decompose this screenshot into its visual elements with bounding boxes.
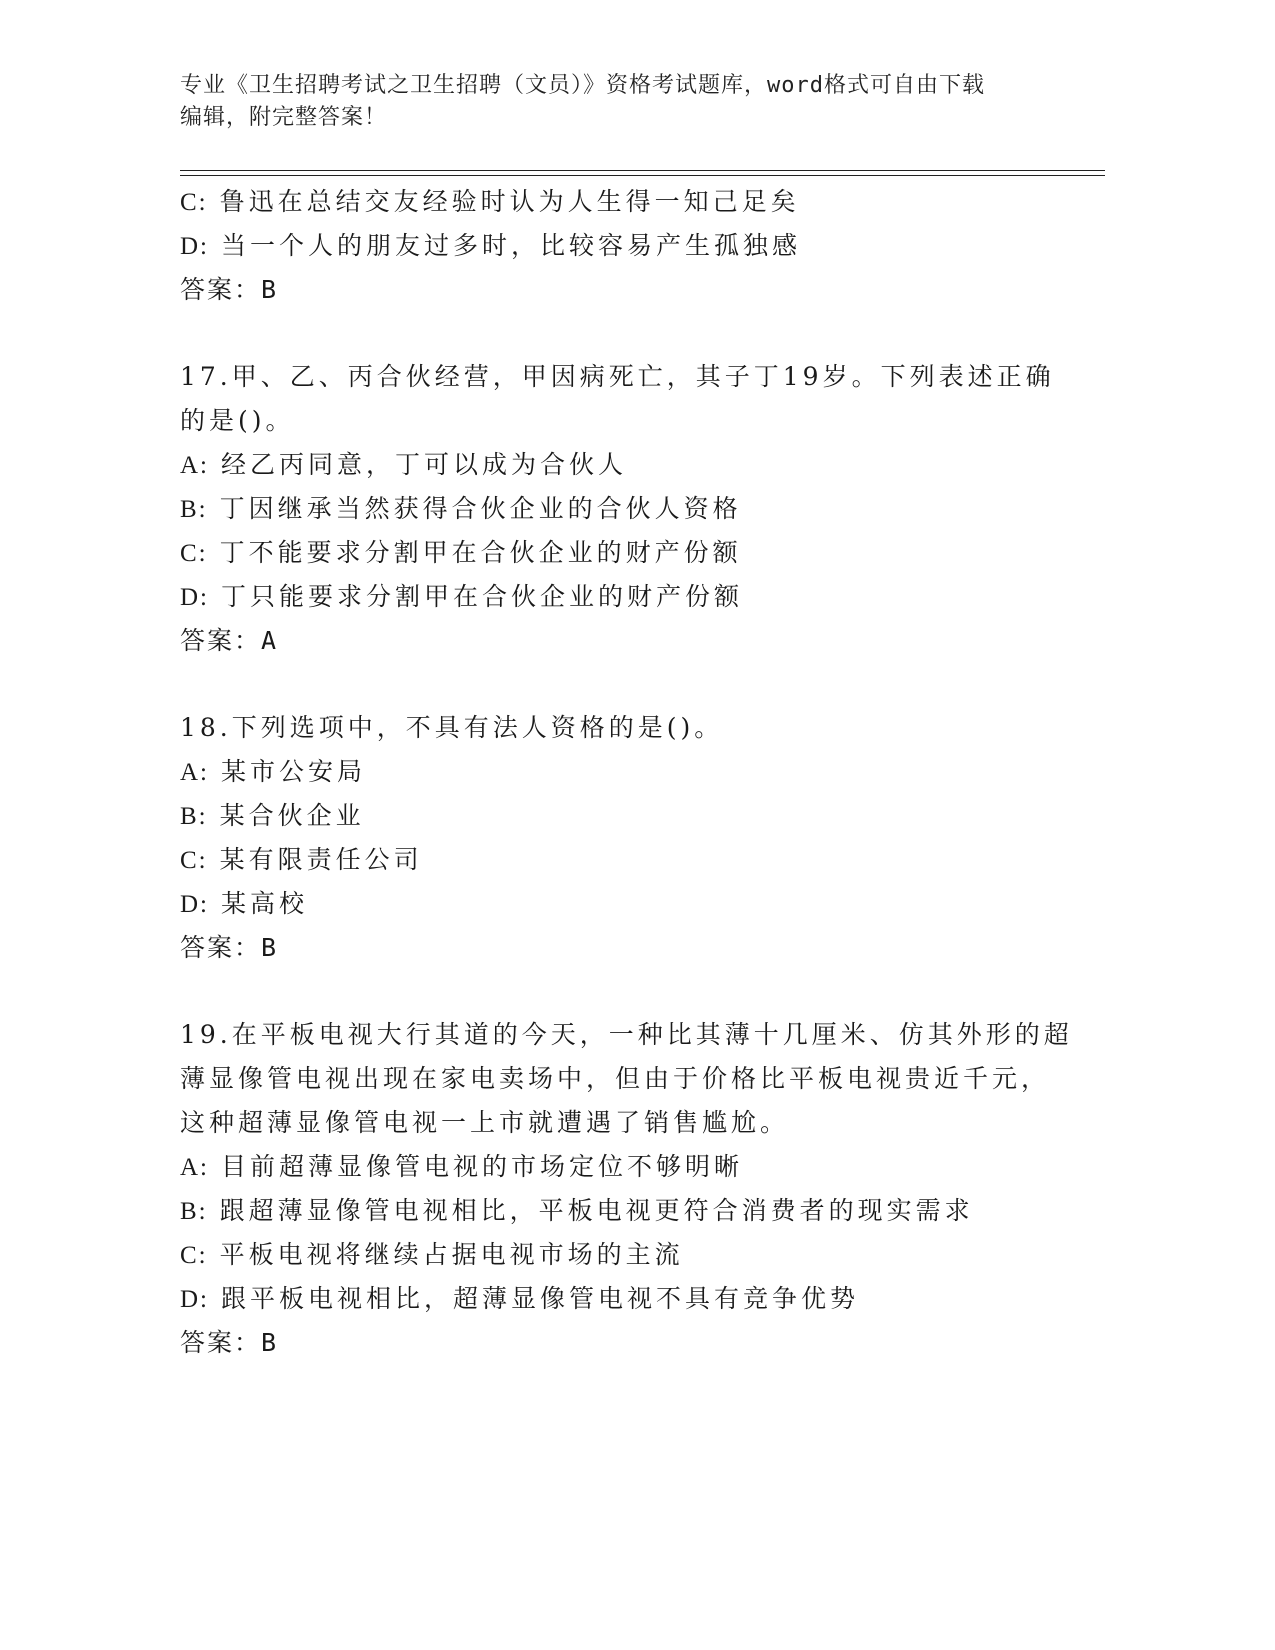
document-body (180, 180, 1080, 1365)
question-stem: 的是()。 (180, 406, 295, 435)
option-a: A: 目前超薄显像管电视的市场定位不够明晰 (180, 1152, 743, 1181)
option-c: C: 鲁迅在总结交友经验时认为人生得一知己足矣 (180, 187, 800, 216)
question-continuation (180, 180, 1080, 312)
option-b: B: 跟超薄显像管电视相比，平板电视更符合消费者的现实需求 (180, 1196, 974, 1225)
question-stem: 这种超薄显像管电视一上市就遭遇了销售尴尬。 (180, 1108, 790, 1137)
answer-line: 答案：B (180, 933, 279, 962)
option-a: A: 某市公安局 (180, 757, 366, 786)
option-c: C: 丁不能要求分割甲在合伙企业的财产份额 (180, 538, 742, 567)
answer-line: 答案：B (180, 1328, 279, 1357)
question-stem: 18.下列选项中，不具有法人资格的是()。 (180, 713, 724, 742)
document-header (180, 70, 1060, 134)
question-stem: 薄显像管电视出现在家电卖场中，但由于价格比平板电视贵近千元， (180, 1064, 1051, 1093)
option-b: B: 丁因继承当然获得合伙企业的合伙人资格 (180, 494, 742, 523)
option-a: A: 经乙丙同意，丁可以成为合伙人 (180, 450, 627, 479)
question-stem: 19.在平板电视大行其道的今天，一种比其薄十几厘米、仿其外形的超 (180, 1020, 1073, 1049)
option-d: D: 跟平板电视相比，超薄显像管电视不具有竞争优势 (180, 1284, 859, 1313)
option-d: D: 某高校 (180, 889, 308, 918)
header-divider-top (180, 170, 1105, 171)
option-c: C: 某有限责任公司 (180, 845, 423, 874)
header-line-2: 编辑，附完整答案！ (180, 105, 388, 130)
answer-line: 答案：B (180, 275, 279, 304)
answer-line: 答案：A (180, 626, 279, 655)
question-stem: 17.甲、乙、丙合伙经营，甲因病死亡，其子丁19岁。下列表述正确 (180, 362, 1055, 391)
header-line-1: 专业《卫生招聘考试之卫生招聘（文员）》资格考试题库，word格式可自由下载 (180, 73, 985, 98)
question-17 (180, 355, 1080, 663)
option-c: C: 平板电视将继续占据电视市场的主流 (180, 1240, 684, 1269)
option-d: D: 当一个人的朋友过多时，比较容易产生孤独感 (180, 231, 801, 260)
option-d: D: 丁只能要求分割甲在合伙企业的财产份额 (180, 582, 743, 611)
header-divider-bottom (180, 175, 1105, 176)
question-19 (180, 1013, 1080, 1365)
option-b: B: 某合伙企业 (180, 801, 365, 830)
question-18 (180, 706, 1080, 970)
